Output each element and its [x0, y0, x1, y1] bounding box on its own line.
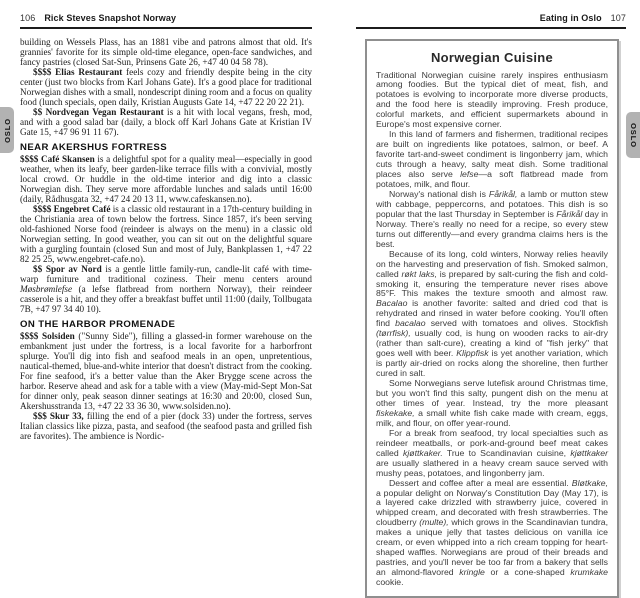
text-segment: is a gentle little family-run, candle-lit café with time-warp furniture and traditional coziness. Their menu centers around [20, 264, 312, 284]
text-segment: building on Wessels Plass, has an 1881 vibe and patrons almost that old. It's grannies' favorite for its simple old-time elegance, open-face sandwiches, and fancy pastries (closed Sat-Sun, Prinsens Gate 26, +47 40 04 58 78). [20, 37, 312, 67]
text-segment: Bløtkake, [572, 478, 608, 488]
paragraph [376, 379, 608, 429]
section-heading: NEAR AKERSHUS FORTRESS [20, 143, 312, 153]
paragraph [20, 107, 312, 137]
right-page-header [356, 13, 626, 27]
left-page [20, 13, 312, 441]
text-segment: or a cone-shaped [485, 567, 570, 577]
text-segment: —a soft flatbread made from potatoes, milk, and flour. [376, 169, 608, 189]
left-page-number: 106 [20, 13, 35, 23]
text-segment: $$$ Skur 33, [33, 411, 84, 421]
section-heading: ON THE HARBOR PROMENADE [20, 320, 312, 330]
left-oslo-tab-label: OSLO [3, 118, 12, 143]
text-segment: bacalao [395, 318, 425, 328]
left-page-header-title: Rick Steves Snapshot Norway [44, 13, 176, 23]
text-segment: day in Norway. There's really no need for a recipe, so every stew turns out differently—and every grandma claims hers is the best. [376, 209, 608, 249]
text-segment: a popular delight on Norway's Constitution Day (May 17), is a layered cake drizzled with strawberry juice, covered in whipped cream, and decorated with fresh strawberries. The cloudberry [376, 488, 608, 528]
text-segment: usually cod, is hung on wooden racks to air-dry (rather than salt-cure), creating a kind of "fish jerky" that goes well with beer. [376, 328, 608, 358]
text-segment: are usually slathered in a heavy cream sauce served with mushy peas, potatoes, and lingonberry jam. [376, 458, 608, 478]
text-segment: is another favorite: salted and dried cod that is rehydrated and rinsed in water before cooking. You'll often find [376, 298, 608, 328]
text-segment: filling the end of a pier (dock 33) under the fortress, serves Italian classics like pizza, pasta, and seafood (the seafood pasta and grilled fish are favorites). The ambience is Nordic- [20, 411, 312, 441]
text-segment: Møsbrømlefse [20, 284, 72, 294]
text-segment: $$$$ Café Skansen [20, 154, 95, 164]
right-page-header-title: Eating in Oslo [540, 13, 602, 23]
text-segment: Fårikål [556, 209, 582, 219]
text-segment: Bacalao [376, 298, 407, 308]
text-segment: Because of its long, cold winters, Norway relies heavily on the harvesting and preservation of fish. Smoked salmon, called [376, 249, 608, 279]
text-segment: which grows in the Scandinavian tundra, makes a unique jelly that tastes delicious on vanilla ice cream, or even whipped into a rich cream topping for heart-shaped waffles. Norwegians are proud of their breads and pastries, and you'll never be too far from a bakery that sells an almond-flavored [376, 517, 608, 577]
cuisine-box-body [376, 71, 608, 589]
text-segment: (a lefse flatbread from northern Norway), their reindeer casserole is a hit, and they offer a breakfast buffet until 11:00 (daily, Tollbugata 7B, +47 97 34 40 10). [20, 284, 312, 314]
right-oslo-margin-tab [626, 112, 640, 158]
paragraph [20, 67, 312, 107]
left-oslo-margin-tab [0, 107, 14, 153]
text-segment: røkt laks, [401, 269, 437, 279]
text-segment: is a delightful spot for a quality meal—especially in good weather, when its leafy, beer garden-like terrace fills with a convivial, mostly local crowd. Or huddle in the old-time interior and dig into a classic Norwegian dish. They serve more affordable lunches and salads until 16:00 (daily, Rådhusgata 32, +47 24 20 13 11, www.cafeskansen.no). [20, 154, 312, 204]
paragraph [20, 331, 312, 411]
text-segment: Dessert and coffee after a meal are essential. [389, 478, 572, 488]
cuisine-box-title: Norwegian Cuisine [376, 50, 608, 65]
left-page-header [20, 13, 312, 27]
text-segment: For a break from seafood, try local specialties such as reindeer meatballs, or pork-and-ground beef meat cakes called [376, 428, 608, 458]
right-page [356, 13, 626, 598]
paragraph [376, 479, 608, 588]
text-segment: Some Norwegians serve lutefisk around Christmas time, but you won't find this salty, pungent dish on the menu at other times of year. Instead, try the more pleasant [376, 378, 608, 408]
text-segment: $$$$ Solsiden [20, 331, 75, 341]
text-segment: $$ Spor av Nord [33, 264, 102, 274]
text-segment: ("Sunny Side"), filling a glassed-in former warehouse on the embankment just under the fortress, is a local favorite for a harborfront splurge. You'll dig into fish and seafood meals in an open, unpretentious, nautical-themed, blue-and-white interior that doesn't distract from the cooking. For fine seafood, it's a better value than the Aker Brygge scene across the harbor. Reserve ahead and ask for a table with a view (May-mid-Sept Mon-Sat for dinner only, peak season dinner seatings at 16:30 and 20:00, closed Sun, Akershusstranda 13, +47 22 33 36 30, www.solsiden.no). [20, 331, 312, 411]
right-header-rule [356, 27, 626, 29]
cuisine-sidebar-box [365, 39, 619, 598]
text-segment: feels cozy and friendly despite being in the city center (just two blocks from Karl Johans Gate). It's a good place for traditional Norwegian dishes with a small, nondescript dining room and a focus on quality food (lunch specials, open daily, Kristian Augusts Gate 14, +47 22 20 22 21). [20, 67, 312, 107]
right-oslo-tab-label: OSLO [629, 123, 638, 148]
text-segment: a small white fish cake made with cream, eggs, milk, and flour, on offer year-round. [376, 408, 608, 428]
text-segment: Norway's national dish is [389, 189, 489, 199]
text-segment: kjøttkaker. [403, 448, 443, 458]
paragraph [20, 204, 312, 264]
text-segment: is a classic old restaurant in a 17th-century building in the Christiania area of town below the fortress. Since 1857, it's been serving old-fashioned Norse food (reindeer is always on the menu) in a classic old Norwegian setting. In good weather, you can sit out on the delightful square with a gurgling fountain (closed Sun and most of July, Bankplassen 1, +47 22 82 25 25, www.engebret-cafe.no). [20, 204, 312, 264]
paragraph [20, 411, 312, 441]
text-segment: $$$$ Elias Restaurant [33, 67, 122, 77]
text-segment: $$$$ Engebret Café [33, 204, 110, 214]
text-segment: True to Scandinavian cuisine, [443, 448, 571, 458]
text-segment: In this land of farmers and fishermen, traditional recipes are built on ingredients like potatoes, salmon, or beef. A favorite tart-and-sweet condiment is lingonberry jam, which cuts through a heavy, salty meat dish. Some traditional places also serve [376, 129, 608, 179]
paragraph [376, 71, 608, 131]
text-segment: cookie. [376, 577, 404, 587]
left-page-content [20, 37, 312, 441]
text-segment: Klippfisk [456, 348, 488, 358]
text-segment: is a hit with local vegans, fresh, mod, and with a good salad bar (daily, a block off Karl Johans Gate at Kristian IV Gate 15, +47 96 91 11 67). [20, 107, 312, 137]
text-segment: krumkake [570, 567, 608, 577]
text-segment: kjøttkaker [570, 448, 608, 458]
text-segment: (tørrfisk), [376, 328, 411, 338]
text-segment: $$ Nordvegan Vegan Restaurant [33, 107, 164, 117]
text-segment: (multe), [419, 517, 448, 527]
text-segment: kringle [459, 567, 485, 577]
paragraph [376, 429, 608, 479]
text-segment: is yet another variation, which is partly air-dried on rocks along the shoreline, then further cured in salt. [376, 348, 608, 378]
text-segment: a lamb or mutton stew with cabbage, peppercorns, and potatoes. This dish is so popular that the last Thursday in September is [376, 189, 608, 219]
paragraph [20, 37, 312, 67]
paragraph [376, 190, 608, 250]
right-page-number: 107 [611, 13, 626, 23]
paragraph [20, 264, 312, 314]
paragraph [20, 154, 312, 204]
left-header-rule [20, 27, 312, 29]
text-segment: is prepared by salt-curing the fish and cold-smoking it, ensuring the temperature never rises above 85°F. This makes the texture smooth and almost raw. [376, 269, 608, 299]
text-segment: lefse [460, 169, 478, 179]
text-segment: Traditional Norwegian cuisine rarely inspires enthusiasm among foodies. But the typical diet of meat, fish, and potatoes is evolving to incorporate more diverse products, and the food here is steadily improving. Fresh produce, colorful markets, and efficient supermarkets abound in Europe's most expensive corner. [376, 70, 608, 130]
text-segment: Fårikål, [489, 189, 517, 199]
paragraph [376, 130, 608, 190]
text-segment: fiskekake, [376, 408, 415, 418]
paragraph [376, 250, 608, 379]
text-segment: served with tomatoes and olives. Stockfish [426, 318, 608, 328]
